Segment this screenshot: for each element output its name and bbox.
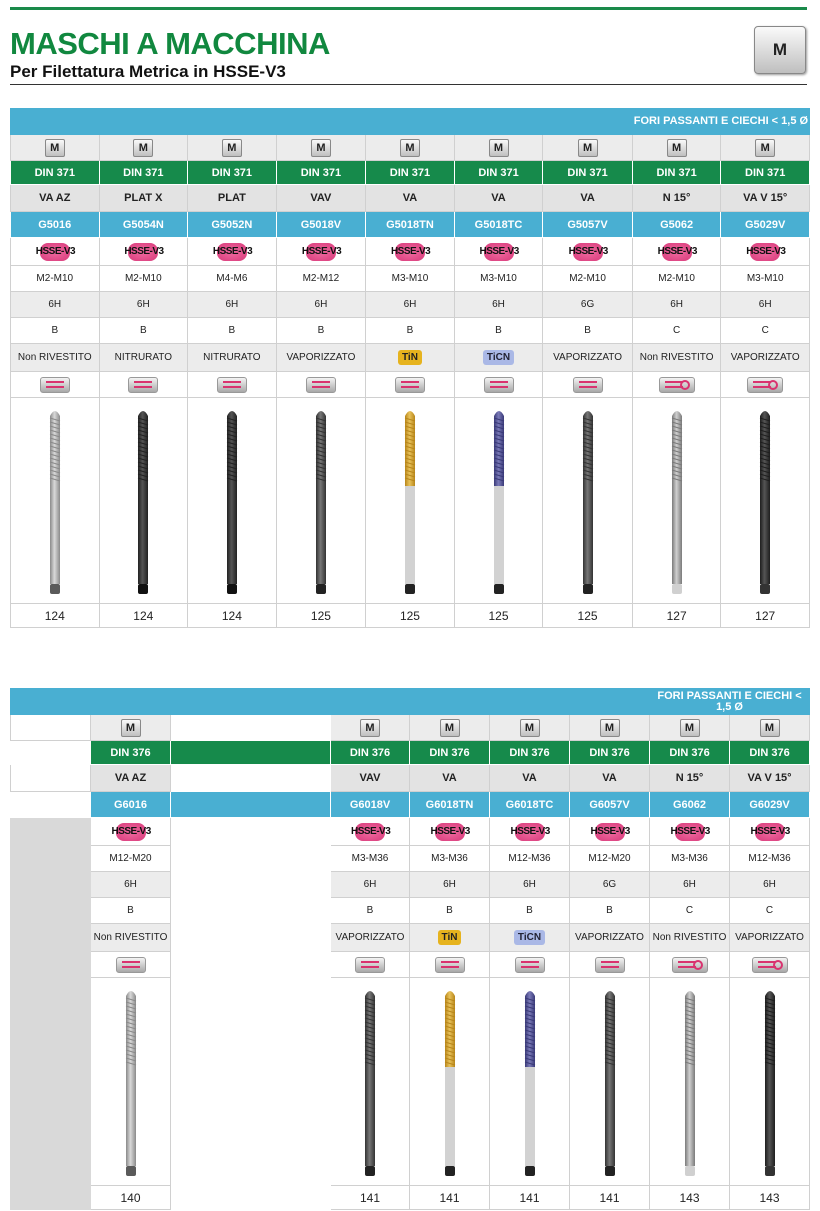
tolerance-cell: 6H [632,292,721,318]
form-cell: B [11,318,100,344]
material-cell [570,818,650,846]
code-cell: G5052N [188,212,277,238]
metric-m-icon: M [45,139,65,157]
tap-image [44,406,66,596]
page-ref-cell: 124 [99,604,188,628]
coating-cell: VAPORIZZATO [570,924,650,952]
form-cell: B [543,318,633,344]
tap-image-cell [454,398,543,604]
page-title: MASCHI A MACCHINA [10,26,330,61]
coating-cell [490,924,570,952]
metric-m-icon: M [222,139,242,157]
fori-passanti-label: FORI PASSANTI E CIECHI < 1,5 Ø [632,109,809,135]
type-cell: N 15° [632,185,721,212]
din-cell: DIN 371 [366,161,455,185]
tap-image-cell [331,978,410,1186]
page-ref-cell: 143 [730,1186,810,1210]
blind-through-hole-icon [747,377,783,393]
through-hole-icon [116,957,146,973]
hole-type-cell [650,952,730,978]
hsse-v3-badge-icon: HSSE-V3 [302,243,340,261]
hsse-v3-badge-icon: HSSE-V3 [671,823,709,841]
hole-type-cell [454,372,543,398]
hsse-v3-badge-icon: HSSE-V3 [213,243,251,261]
form-cell: B [410,898,490,924]
hsse-v3-badge-icon: HSSE-V3 [751,823,789,841]
spacer-cell [171,898,331,924]
code-cell: G5062 [632,212,721,238]
hole-type-cell [570,952,650,978]
code-cell: G5029V [721,212,810,238]
tap-image [519,986,541,1178]
code-cell: G6018V [331,792,410,818]
metric-m-icon: M [667,139,687,157]
through-hole-icon [128,377,158,393]
coating-cell [410,924,490,952]
through-hole-icon [573,377,603,393]
type-cell: VA [454,185,543,212]
page-ref-cell: 125 [454,604,543,628]
material-cell [188,238,277,266]
form-cell: B [490,898,570,924]
tap-image-cell [276,398,366,604]
form-cell: B [91,898,171,924]
blind-through-hole-icon [672,957,708,973]
coating-cell [366,344,455,372]
coating-cell: VAPORIZZATO [543,344,633,372]
tap-image-cell [721,398,810,604]
tap-image [310,406,332,596]
tolerance-cell: 6H [410,872,490,898]
form-cell: C [730,898,810,924]
tap-image [399,406,421,596]
left-spacer [11,898,91,924]
range-cell: M4-M6 [188,266,277,292]
m-cell [11,135,100,161]
coating-cell: Non RIVESTITO [11,344,100,372]
band-blank [11,689,650,715]
tap-image [577,406,599,596]
tolerance-cell: 6H [11,292,100,318]
din-cell: DIN 376 [91,741,171,765]
spacer-cell [171,741,331,765]
coating-badge: TiCN [483,350,514,365]
page-ref-cell: 141 [570,1186,650,1210]
din-cell: DIN 376 [490,741,570,765]
material-cell [366,238,455,266]
range-cell: M2-M10 [99,266,188,292]
form-cell: C [632,318,721,344]
hole-type-cell [99,372,188,398]
hole-type-cell [366,372,455,398]
through-hole-icon [40,377,70,393]
range-cell: M3-M10 [366,266,455,292]
catalog-table-din371 [10,108,810,628]
tap-image-cell [410,978,490,1186]
coating-cell: Non RIVESTITO [632,344,721,372]
form-cell: B [99,318,188,344]
left-spacer [11,846,91,872]
hole-type-cell [331,952,410,978]
coating-cell: Non RIVESTITO [650,924,730,952]
blind-through-hole-icon [752,957,788,973]
metric-badge-icon: M [754,26,806,74]
left-spacer [11,765,91,792]
range-cell: M2-M12 [276,266,366,292]
spacer-cell [171,1186,331,1210]
page-ref-cell: 127 [721,604,810,628]
din-cell: DIN 371 [276,161,366,185]
left-spacer [11,952,91,978]
page-ref-cell: 125 [276,604,366,628]
form-cell: B [570,898,650,924]
spacer-cell [171,765,331,792]
material-cell [276,238,366,266]
spacer-cell [171,818,331,846]
coating-badge: TiN [398,350,422,365]
din-cell: DIN 371 [632,161,721,185]
tap-image-cell [11,398,100,604]
left-spacer [11,818,91,846]
spacer-cell [171,715,331,741]
tap-image-cell [99,398,188,604]
tap-image-cell [730,978,810,1186]
m-cell [91,715,171,741]
type-cell: VA [543,185,633,212]
code-cell: G5054N [99,212,188,238]
left-spacer [11,741,91,765]
range-cell: M12-M36 [730,846,810,872]
code-cell: G6062 [650,792,730,818]
m-cell [99,135,188,161]
tap-image [488,406,510,596]
coating-cell: NITRURATO [99,344,188,372]
material-cell [454,238,543,266]
through-hole-icon [595,957,625,973]
m-cell [331,715,410,741]
metric-m-icon: M [489,139,509,157]
left-spacer [11,792,91,818]
hsse-v3-badge-icon: HSSE-V3 [124,243,162,261]
m-cell [454,135,543,161]
type-cell: VA [570,765,650,792]
hsse-v3-badge-icon: HSSE-V3 [351,823,389,841]
page-ref-cell: 141 [331,1186,410,1210]
page-ref-cell: 125 [366,604,455,628]
metric-m-icon: M [578,139,598,157]
through-hole-icon [515,957,545,973]
metric-m-icon: M [400,139,420,157]
spacer-cell [171,924,331,952]
header-divider [10,84,807,85]
hsse-v3-badge-icon: HSSE-V3 [112,823,150,841]
through-hole-icon [217,377,247,393]
range-cell: M2-M10 [11,266,100,292]
range-cell: M3-M36 [331,846,410,872]
hsse-v3-badge-icon: HSSE-V3 [480,243,518,261]
page-ref-cell: 143 [650,1186,730,1210]
code-cell: G5018V [276,212,366,238]
material-cell [730,818,810,846]
tap-image [359,986,381,1178]
form-cell: B [276,318,366,344]
fori-passanti-label: FORI PASSANTI E CIECHI < 1,5 Ø [650,689,810,715]
hsse-v3-badge-icon: HSSE-V3 [746,243,784,261]
type-cell: VA [410,765,490,792]
metric-m-icon: M [360,719,380,737]
left-spacer [11,715,91,741]
tap-image-cell [650,978,730,1186]
code-cell: G6018TN [410,792,490,818]
code-cell: G6018TC [490,792,570,818]
tolerance-cell: 6H [650,872,730,898]
tolerance-cell: 6G [543,292,633,318]
coating-cell: NITRURATO [188,344,277,372]
hole-type-cell [276,372,366,398]
metric-m-icon: M [520,719,540,737]
tap-image [754,406,776,596]
form-cell: B [188,318,277,344]
metric-m-icon: M [755,139,775,157]
metric-m-icon: M [760,719,780,737]
code-cell: G6016 [91,792,171,818]
through-hole-icon [484,377,514,393]
tap-image-cell [570,978,650,1186]
code-cell: G6057V [570,792,650,818]
metric-m-icon: M [440,719,460,737]
metric-m-icon: M [600,719,620,737]
type-cell: N 15° [650,765,730,792]
din-cell: DIN 376 [410,741,490,765]
metric-m-icon: M [680,719,700,737]
form-cell: B [454,318,543,344]
coating-cell: VAPORIZZATO [331,924,410,952]
tolerance-cell: 6H [331,872,410,898]
hsse-v3-badge-icon: HSSE-V3 [591,823,629,841]
hsse-v3-badge-icon: HSSE-V3 [511,823,549,841]
metric-m-icon: M [311,139,331,157]
din-cell: DIN 376 [570,741,650,765]
din-cell: DIN 371 [11,161,100,185]
form-cell: C [650,898,730,924]
range-cell: M2-M10 [543,266,633,292]
tap-image-cell [366,398,455,604]
m-cell [188,135,277,161]
tap-image-cell [543,398,633,604]
material-cell [91,818,171,846]
din-cell: DIN 376 [730,741,810,765]
left-spacer [11,924,91,952]
left-spacer [11,872,91,898]
m-cell [276,135,366,161]
code-cell: G5016 [11,212,100,238]
tap-image [666,406,688,596]
tap-image [439,986,461,1178]
range-cell: M3-M10 [721,266,810,292]
spacer-cell [171,792,331,818]
tap-image [120,986,142,1178]
tolerance-cell: 6H [188,292,277,318]
din-cell: DIN 371 [188,161,277,185]
material-cell [650,818,730,846]
hole-type-cell [91,952,171,978]
top-rule [10,7,807,10]
type-cell: PLAT X [99,185,188,212]
type-cell: VAV [276,185,366,212]
type-cell: VA [366,185,455,212]
coating-cell [454,344,543,372]
type-cell: VA V 15° [730,765,810,792]
material-cell [543,238,633,266]
range-cell: M2-M10 [632,266,721,292]
tolerance-cell: 6H [276,292,366,318]
through-hole-icon [306,377,336,393]
coating-badge: TiN [438,930,462,945]
tap-image-cell [632,398,721,604]
m-cell [570,715,650,741]
tolerance-cell: 6H [91,872,171,898]
page-ref-cell: 140 [91,1186,171,1210]
tolerance-cell: 6H [366,292,455,318]
din-cell: DIN 376 [650,741,730,765]
page-ref-cell: 124 [11,604,100,628]
hole-type-cell [632,372,721,398]
tap-image-cell [91,978,171,1186]
material-cell [721,238,810,266]
m-cell [490,715,570,741]
coating-badge: TiCN [514,930,545,945]
din-cell: DIN 376 [331,741,410,765]
din-cell: DIN 371 [99,161,188,185]
form-cell: C [721,318,810,344]
range-cell: M12-M20 [91,846,171,872]
spacer-cell [171,846,331,872]
range-cell: M3-M10 [454,266,543,292]
spacer-cell [171,952,331,978]
range-cell: M3-M36 [650,846,730,872]
hole-type-cell [11,372,100,398]
m-cell [650,715,730,741]
hole-type-cell [543,372,633,398]
hsse-v3-badge-icon: HSSE-V3 [569,243,607,261]
material-cell [410,818,490,846]
hsse-v3-badge-icon: HSSE-V3 [658,243,696,261]
form-cell: B [366,318,455,344]
hsse-v3-badge-icon: HSSE-V3 [391,243,429,261]
din-cell: DIN 371 [454,161,543,185]
range-cell: M3-M36 [410,846,490,872]
material-cell [331,818,410,846]
page-ref-cell: 141 [490,1186,570,1210]
page-ref-cell: 125 [543,604,633,628]
material-cell [99,238,188,266]
through-hole-icon [435,957,465,973]
m-cell [721,135,810,161]
tap-image [599,986,621,1178]
through-hole-icon [355,957,385,973]
metric-m-icon: M [133,139,153,157]
m-cell [632,135,721,161]
page-subtitle: Per Filettatura Metrica in HSSE-V3 [10,62,286,81]
material-cell [632,238,721,266]
left-spacer [11,1186,91,1210]
tap-image-cell [490,978,570,1186]
type-cell: VA V 15° [721,185,810,212]
type-cell: VAV [331,765,410,792]
code-cell: G5057V [543,212,633,238]
tap-image [679,986,701,1178]
catalog-table-din376 [10,688,810,1210]
din-cell: DIN 371 [721,161,810,185]
tolerance-cell: 6G [570,872,650,898]
type-cell: PLAT [188,185,277,212]
blind-through-hole-icon [659,377,695,393]
m-cell [543,135,633,161]
left-spacer [11,978,91,1186]
tap-image [132,406,154,596]
type-cell: VA [490,765,570,792]
metric-m-icon: M [121,719,141,737]
type-cell: VA AZ [91,765,171,792]
din-cell: DIN 371 [543,161,633,185]
spacer-cell [171,978,331,1186]
page-ref-cell: 141 [410,1186,490,1210]
hsse-v3-badge-icon: HSSE-V3 [431,823,469,841]
code-cell: G5018TC [454,212,543,238]
code-cell: G6029V [730,792,810,818]
m-cell [410,715,490,741]
coating-cell: VAPORIZZATO [721,344,810,372]
band-blank [11,109,633,135]
tolerance-cell: 6H [730,872,810,898]
tolerance-cell: 6H [721,292,810,318]
coating-cell: VAPORIZZATO [730,924,810,952]
type-cell: VA AZ [11,185,100,212]
code-cell: G5018TN [366,212,455,238]
hole-type-cell [721,372,810,398]
page-ref-cell: 124 [188,604,277,628]
tap-image [221,406,243,596]
page-ref-cell: 127 [632,604,721,628]
hole-type-cell [410,952,490,978]
tap-image-cell [188,398,277,604]
hole-type-cell [730,952,810,978]
m-cell [730,715,810,741]
m-cell [366,135,455,161]
through-hole-icon [395,377,425,393]
coating-cell: Non RIVESTITO [91,924,171,952]
tap-image [759,986,781,1178]
hole-type-cell [490,952,570,978]
form-cell: B [331,898,410,924]
tolerance-cell: 6H [454,292,543,318]
range-cell: M12-M20 [570,846,650,872]
tolerance-cell: 6H [99,292,188,318]
hole-type-cell [188,372,277,398]
tolerance-cell: 6H [490,872,570,898]
range-cell: M12-M36 [490,846,570,872]
coating-cell: VAPORIZZATO [276,344,366,372]
material-cell [11,238,100,266]
spacer-cell [171,872,331,898]
material-cell [490,818,570,846]
hsse-v3-badge-icon: HSSE-V3 [36,243,74,261]
